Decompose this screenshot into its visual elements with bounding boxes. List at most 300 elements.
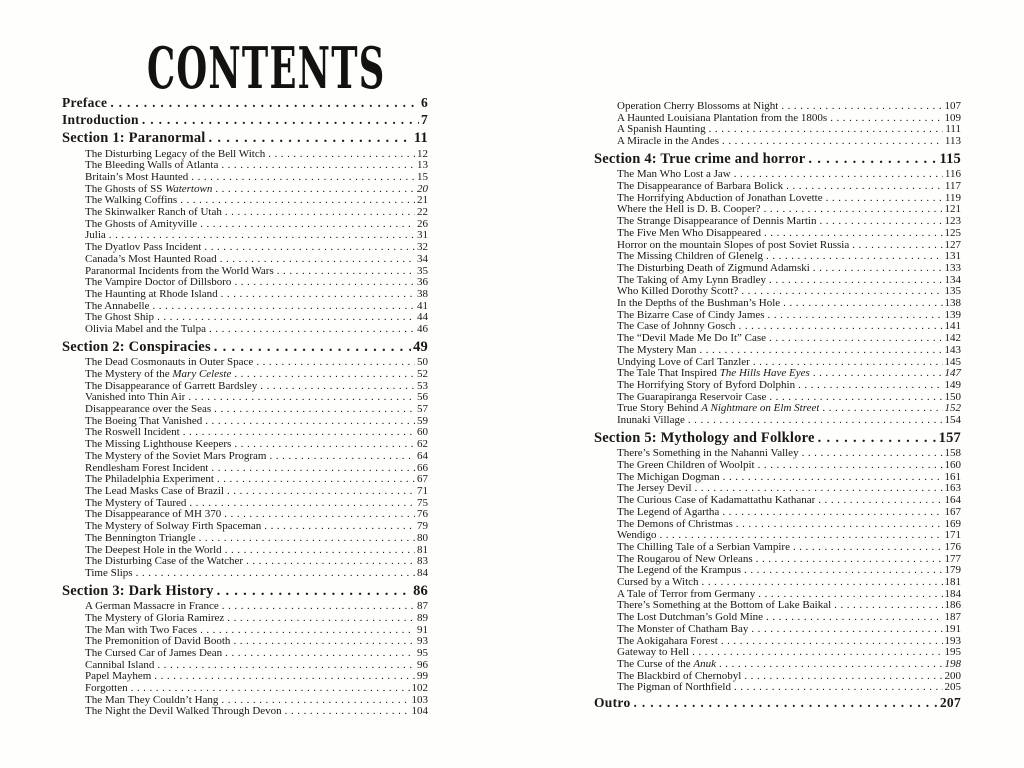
toc-entry-label: The Disappearance of Barbara Bolick xyxy=(617,181,784,193)
toc-entry-row xyxy=(62,439,428,451)
dot-leader xyxy=(260,381,415,393)
toc-entry-row xyxy=(594,380,961,392)
toc-entry-row xyxy=(594,542,961,554)
toc-entry-page-number: 36 xyxy=(417,276,428,289)
toc-entry-label: Section 3: Dark History xyxy=(62,583,214,599)
toc-entry-label: The Mystery Man xyxy=(617,344,697,356)
dot-leader xyxy=(220,254,415,266)
toc-entry-page-number: 93 xyxy=(417,635,428,648)
toc-entry-row xyxy=(62,369,428,381)
toc-entry-row xyxy=(62,636,428,648)
toc-entry-page-number: 15 xyxy=(417,170,428,183)
dot-leader xyxy=(786,181,943,193)
dot-leader xyxy=(234,369,415,381)
toc-entry-row xyxy=(62,509,428,521)
toc-entry-label: The Cursed Car of James Dean xyxy=(85,647,223,659)
toc-entry-row xyxy=(62,149,428,161)
toc-entry-row xyxy=(62,404,428,416)
toc-entry-page-number: 145 xyxy=(944,355,961,368)
toc-entry-label: The Legend of the Krampus xyxy=(617,565,742,577)
dot-leader xyxy=(659,530,942,542)
toc-entry-label: There’s Something in the Nahanni Valley xyxy=(617,448,799,460)
toc-entry-row xyxy=(594,659,961,671)
toc-entry-page-number: 31 xyxy=(417,229,428,242)
toc-entry-page-number: 186 xyxy=(944,599,961,612)
dot-leader xyxy=(221,160,415,172)
toc-entry-page-number: 49 xyxy=(413,338,428,355)
toc-entry-row xyxy=(62,277,428,289)
toc-entry-label: The Chilling Tale of a Serbian Vampire xyxy=(617,541,790,553)
dot-leader xyxy=(699,345,942,357)
toc-entry-label: The Mystery of Taured xyxy=(85,497,187,509)
dot-leader xyxy=(769,333,942,345)
toc-entry-row xyxy=(62,671,428,683)
toc-entry-page-number: 135 xyxy=(944,285,961,298)
toc-entry-label: The Boeing That Vanished xyxy=(85,415,203,427)
toc-entry-page-number: 21 xyxy=(417,194,428,207)
dot-leader xyxy=(808,152,937,168)
toc-entry-page-number: 83 xyxy=(417,555,428,568)
toc-entry-row xyxy=(594,530,961,542)
toc-entry-row xyxy=(594,228,961,240)
toc-entry-label: The Disturbing Legacy of the Bell Witch xyxy=(85,148,266,160)
dot-leader xyxy=(723,472,943,484)
toc-entry-label: The Monster of Chatham Bay xyxy=(617,623,749,635)
dot-leader xyxy=(234,439,415,451)
toc-entry-row xyxy=(594,647,961,659)
toc-entry-page-number: 147 xyxy=(944,367,961,380)
toc-entry-label: The Premonition of David Booth xyxy=(85,636,231,648)
dot-leader xyxy=(744,671,942,683)
toc-entry-label: The Aokigahara Forest xyxy=(617,635,718,647)
toc-entry-row xyxy=(594,392,961,404)
dot-leader xyxy=(234,277,415,289)
toc-entry-page-number: 46 xyxy=(417,323,428,336)
toc-entry-label: The Legend of Agartha xyxy=(617,506,720,518)
dot-leader xyxy=(154,671,415,683)
toc-entry-page-number: 205 xyxy=(944,681,961,694)
dot-leader xyxy=(852,240,942,252)
toc-entry-page-number: 176 xyxy=(944,540,961,553)
toc-entry-label: Section 5: Mythology and Folklore xyxy=(594,430,815,446)
toc-entry-row xyxy=(62,568,428,580)
toc-entry-label: The Blackbird of Chernobyl xyxy=(617,670,742,682)
toc-entry-page-number: 207 xyxy=(939,695,961,711)
toc-entry-label: The Taking of Amy Lynn Bradley xyxy=(617,274,767,286)
toc-entry-page-number: 163 xyxy=(944,482,961,495)
toc-entry-page-number: 7 xyxy=(420,112,428,127)
toc-entry-label: The Missing Lighthouse Keepers xyxy=(85,439,232,451)
toc-entry-label: The Michigan Dogman xyxy=(617,471,720,483)
toc-entry-label: The Disturbing Death of Zigmund Adamski xyxy=(617,262,810,274)
dot-leader xyxy=(834,600,942,612)
dot-leader xyxy=(221,695,409,707)
toc-entry-label: Cursed by a Witch xyxy=(617,577,699,589)
dot-leader xyxy=(830,113,942,125)
toc-entry-page-number: 109 xyxy=(944,111,961,124)
dot-leader xyxy=(793,542,943,554)
toc-entry-label: The Bleeding Walls of Atlanta xyxy=(85,160,219,172)
toc-entry-label: The Dead Cosmonauts in Outer Space xyxy=(85,357,254,369)
toc-entry-page-number: 56 xyxy=(417,391,428,404)
dot-leader xyxy=(199,533,415,545)
toc-entry-row xyxy=(594,310,961,322)
dot-leader xyxy=(214,340,411,356)
toc-entry-row xyxy=(594,275,961,287)
toc-entry-label: The Walking Coffins xyxy=(85,195,178,207)
toc-entry-label: Time Slips xyxy=(85,567,133,579)
toc-entry-label: Vanished into Thin Air xyxy=(85,392,186,404)
toc-entry-label: Olivia Mabel and the Tulpa xyxy=(85,324,206,336)
dot-leader xyxy=(246,556,415,568)
toc-entry-row xyxy=(62,545,428,557)
toc-right-column xyxy=(594,101,961,712)
toc-entry-page-number: 113 xyxy=(944,135,961,148)
toc-entry-label: The Bizarre Case of Cindy James xyxy=(617,309,765,321)
toc-entry-page-number: 133 xyxy=(944,261,961,274)
toc-entry-label: Gateway to Hell xyxy=(617,647,690,659)
dot-leader xyxy=(822,403,942,415)
toc-entry-label: The Horrifying Story of Byford Dolphin xyxy=(617,379,796,391)
dot-leader xyxy=(225,545,415,557)
dot-leader xyxy=(813,263,943,275)
dot-leader xyxy=(209,324,415,336)
toc-entry-row xyxy=(594,565,961,577)
toc-entry-row xyxy=(62,289,428,301)
toc-entry-page-number: 81 xyxy=(417,543,428,556)
toc-entry-label: The Case of Johnny Gosch xyxy=(617,321,736,333)
toc-entry-label: Paranormal Incidents from the World Wars xyxy=(85,265,274,277)
toc-entry-row xyxy=(594,577,961,589)
toc-entry-page-number: 96 xyxy=(417,658,428,671)
toc-entry-row xyxy=(594,169,961,181)
toc-entry-page-number: 141 xyxy=(944,320,961,333)
dot-leader xyxy=(739,321,943,333)
toc-entry-page-number: 191 xyxy=(944,622,961,635)
dot-leader xyxy=(256,357,415,369)
toc-entry-page-number: 111 xyxy=(945,123,961,136)
toc-entry-row xyxy=(62,301,428,313)
toc-entry-page-number: 95 xyxy=(417,646,428,659)
toc-entry-row xyxy=(594,624,961,636)
toc-entry-page-number: 171 xyxy=(944,529,961,542)
toc-entry-row xyxy=(594,181,961,193)
toc-section-row xyxy=(594,431,961,447)
toc-entry-page-number: 99 xyxy=(417,670,428,683)
toc-entry-label: The Tale That Inspired The Hills Have Eyes xyxy=(617,368,810,380)
dot-leader xyxy=(634,695,938,710)
toc-entry-label: Horror on the mountain Slopes of post Soviet Russia xyxy=(617,239,850,251)
toc-entry-row xyxy=(594,554,961,566)
toc-entry-label: The Deepest Hole in the World xyxy=(85,544,222,556)
toc-entry-row xyxy=(594,193,961,205)
toc-entry-page-number: 200 xyxy=(944,669,961,682)
dot-leader xyxy=(702,577,943,589)
toc-entry-label: The Guarapiranga Reservoir Case xyxy=(617,391,767,403)
toc-entry-row xyxy=(594,136,961,148)
toc-entry-label: A Tale of Terror from Germany xyxy=(617,588,756,600)
dot-leader xyxy=(264,521,415,533)
toc-entry-row xyxy=(62,601,428,613)
dot-leader xyxy=(217,584,411,600)
toc-entry-page-number: 103 xyxy=(411,693,428,706)
dot-leader xyxy=(818,495,942,507)
toc-entry-label: The Man They Couldn’t Hang xyxy=(85,694,219,706)
toc-entry-page-number: 179 xyxy=(944,564,961,577)
dot-leader xyxy=(813,368,943,380)
dot-leader xyxy=(722,507,942,519)
dot-leader xyxy=(692,647,942,659)
toc-entry-page-number: 198 xyxy=(944,657,961,670)
toc-section-row xyxy=(62,340,428,356)
toc-entry-label: Julia xyxy=(85,230,106,242)
toc-entry-page-number: 20 xyxy=(417,182,428,195)
dot-leader xyxy=(802,448,943,460)
toc-entry-page-number: 87 xyxy=(417,600,428,613)
toc-entry-label: The Dyatlov Pass Incident xyxy=(85,242,202,254)
toc-entry-page-number: 86 xyxy=(413,582,428,599)
dot-leader xyxy=(268,149,415,161)
dot-leader xyxy=(225,648,415,660)
toc-entry-page-number: 89 xyxy=(417,611,428,624)
toc-entry-label: Introduction xyxy=(62,112,139,127)
dot-leader xyxy=(209,131,412,147)
toc-entry-page-number: 22 xyxy=(417,206,428,219)
dot-leader xyxy=(136,568,415,580)
toc-entry-row xyxy=(594,460,961,472)
toc-entry-page-number: 177 xyxy=(944,552,961,565)
toc-entry-row xyxy=(62,357,428,369)
toc-entry-row xyxy=(594,612,961,624)
toc-entry-label: A German Massacre in France xyxy=(85,601,219,613)
dot-leader xyxy=(225,207,415,219)
toc-entry-row xyxy=(62,381,428,393)
page-title: CONTENTS xyxy=(147,35,386,102)
toc-entry-row xyxy=(62,451,428,463)
toc-entry-row xyxy=(594,286,961,298)
toc-entry-row xyxy=(594,415,961,427)
toc-entry-page-number: 160 xyxy=(944,458,961,471)
toc-entry-row xyxy=(594,519,961,531)
dot-leader xyxy=(109,230,415,242)
toc-entry-row xyxy=(594,483,961,495)
toc-entry-label: The Annabelle xyxy=(85,300,150,312)
toc-entry-label: Preface xyxy=(62,95,108,110)
toc-entry-row xyxy=(62,184,428,196)
toc-entry-row xyxy=(594,124,961,136)
toc-entry-page-number: 107 xyxy=(944,100,961,112)
dot-leader xyxy=(783,298,942,310)
toc-entry-label: Who Killed Dorothy Scott? xyxy=(617,286,739,298)
toc-entry-label: In the Depths of the Bushman’s Hole xyxy=(617,298,781,310)
toc-entry-row xyxy=(594,333,961,345)
toc-entry-page-number: 76 xyxy=(417,508,428,521)
dot-leader xyxy=(157,312,415,324)
toc-entry-page-number: 169 xyxy=(944,517,961,530)
toc-entry-row xyxy=(594,495,961,507)
toc-entry-page-number: 53 xyxy=(417,379,428,392)
toc-entry-label: True Story Behind A Nightmare on Elm Street xyxy=(617,403,820,415)
toc-entry-page-number: 67 xyxy=(417,473,428,486)
toc-entry-label: Section 4: True crime and horror xyxy=(594,151,806,167)
dot-leader xyxy=(741,286,942,298)
toc-entry-row xyxy=(62,160,428,172)
toc-entry-page-number: 123 xyxy=(944,215,961,228)
toc-entry-page-number: 187 xyxy=(944,611,961,624)
toc-entry-label: The Demons of Christmas xyxy=(617,518,733,530)
toc-entry-row xyxy=(594,101,961,113)
toc-entry-label: The Haunting at Rhode Island xyxy=(85,288,218,300)
dot-leader xyxy=(769,392,942,404)
toc-entry-row xyxy=(62,312,428,324)
toc-entry-page-number: 167 xyxy=(944,505,961,518)
dot-leader xyxy=(221,289,415,301)
toc-entry-label: The Disappearance of MH 370 xyxy=(85,509,222,521)
dot-leader xyxy=(200,219,415,231)
toc-entry-page-number: 91 xyxy=(417,623,428,636)
toc-entry-label: Cannibal Island xyxy=(85,659,155,671)
toc-entry-page-number: 64 xyxy=(417,449,428,462)
toc-entry-page-number: 71 xyxy=(417,484,428,497)
toc-entry-label: Section 2: Conspiracies xyxy=(62,339,211,355)
toc-entry-page-number: 34 xyxy=(417,252,428,265)
dot-leader xyxy=(189,498,415,510)
toc-entry-row xyxy=(594,368,961,380)
toc-entry-page-number: 142 xyxy=(944,332,961,345)
toc-entry-row xyxy=(62,521,428,533)
dot-leader xyxy=(191,172,415,184)
toc-entry-page-number: 59 xyxy=(417,414,428,427)
toc-entry-row xyxy=(62,392,428,404)
toc-entry-label: Forgotten xyxy=(85,683,128,695)
toc-entry-label: Where the Hell is D. B. Cooper? xyxy=(617,204,761,216)
toc-entry-label: The Man with Two Faces xyxy=(85,624,198,636)
toc-entry-page-number: 50 xyxy=(417,356,428,369)
toc-entry-label: The Ghosts of SS Watertown xyxy=(85,183,213,195)
toc-entry-page-number: 139 xyxy=(944,308,961,321)
dot-leader xyxy=(758,589,942,601)
toc-entry-label: The Green Children of Woolpit xyxy=(617,459,755,471)
toc-entry-label: The Horrifying Abduction of Jonathan Lovette xyxy=(617,192,823,204)
toc-entry-label: The Missing Children of Glenelg xyxy=(617,251,764,263)
toc-entry-row xyxy=(62,474,428,486)
toc-entry-row xyxy=(62,683,428,695)
toc-entry-row xyxy=(594,636,961,648)
dot-leader xyxy=(157,660,415,672)
toc-entry-row xyxy=(594,357,961,369)
toc-entry-page-number: 62 xyxy=(417,438,428,451)
toc-section-row xyxy=(62,584,428,600)
toc-entry-label: Section 1: Paranormal xyxy=(62,131,206,146)
toc-entry-page-number: 161 xyxy=(944,470,961,483)
toc-entry-page-number: 193 xyxy=(944,634,961,647)
dot-leader xyxy=(217,474,415,486)
dot-leader xyxy=(285,706,410,718)
toc-entry-label: Inunaki Village xyxy=(617,415,685,427)
toc-entry-row xyxy=(594,600,961,612)
dot-leader xyxy=(200,625,415,637)
toc-entry-page-number: 102 xyxy=(411,682,428,695)
toc-entry-page-number: 116 xyxy=(944,168,961,181)
dot-leader xyxy=(183,427,415,439)
toc-entry-label: The Skinwalker Ranch of Utah xyxy=(85,207,222,219)
toc-entry-page-number: 41 xyxy=(417,299,428,312)
toc-entry-label: Britain’s Most Haunted xyxy=(85,171,189,183)
toc-entry-row xyxy=(62,172,428,184)
dot-leader xyxy=(756,554,943,566)
toc-entry-page-number: 6 xyxy=(420,95,428,110)
toc-entry-row xyxy=(62,556,428,568)
dot-leader xyxy=(764,204,943,216)
toc-section-row xyxy=(62,131,428,147)
toc-entry-page-number: 52 xyxy=(417,367,428,380)
toc-section-row xyxy=(594,152,961,168)
toc-entry-label: The Ghost Ship xyxy=(85,312,155,324)
toc-entry-label: Canada’s Most Haunted Road xyxy=(85,253,217,265)
dot-leader xyxy=(751,624,942,636)
toc-entry-page-number: 131 xyxy=(944,250,961,263)
toc-entry-row xyxy=(62,416,428,428)
toc-entry-row xyxy=(62,695,428,707)
toc-entry-label: There’s Something at the Bottom of Lake Baikal xyxy=(617,600,832,612)
toc-entry-row xyxy=(594,113,961,125)
toc-entry-label: The Mystery of Solway Firth Spaceman xyxy=(85,521,262,533)
toc-entry-label: The Mystery of the Soviet Mars Program xyxy=(85,450,267,462)
dot-leader xyxy=(744,565,942,577)
toc-entry-label: The Lost Dutchman’s Gold Mine xyxy=(617,612,764,624)
toc-entry-page-number: 119 xyxy=(944,191,961,204)
dot-leader xyxy=(818,431,937,447)
dot-leader xyxy=(819,216,942,228)
toc-entry-row xyxy=(62,706,428,718)
dot-leader xyxy=(205,416,415,428)
toc-entry-label: The Lead Masks Case of Brazil xyxy=(85,485,224,497)
toc-entry-row xyxy=(62,660,428,672)
toc-entry-label: The Bennington Triangle xyxy=(85,532,196,544)
toc-entry-label: The Curse of the Anuk xyxy=(617,658,716,670)
toc-entry-label: The Ghosts of Amityville xyxy=(85,218,198,230)
toc-entry-page-number: 158 xyxy=(944,447,961,460)
dot-leader xyxy=(766,612,942,624)
dot-leader xyxy=(233,636,415,648)
toc-entry-page-number: 79 xyxy=(417,520,428,533)
dot-leader xyxy=(227,613,415,625)
toc-entry-page-number: 184 xyxy=(944,587,961,600)
toc-entry-label: A Spanish Haunting xyxy=(617,124,706,136)
toc-entry-page-number: 143 xyxy=(944,343,961,356)
toc-entry-label: The Strange Disappearance of Dennis Martin xyxy=(617,216,817,228)
dot-leader xyxy=(768,310,943,322)
toc-entry-label: A Haunted Louisiana Plantation from the 1800s xyxy=(617,112,828,124)
dot-leader xyxy=(764,228,943,240)
toc-entry-label: The Philadelphia Experiment xyxy=(85,474,214,486)
toc-entry-row xyxy=(62,625,428,637)
toc-entry-row xyxy=(62,219,428,231)
dot-leader xyxy=(214,404,415,416)
toc-entry-page-number: 157 xyxy=(938,429,961,446)
dot-leader xyxy=(722,136,943,148)
toc-entry-label: The Mystery of Gloria Ramirez xyxy=(85,612,225,624)
toc-entry-row xyxy=(62,324,428,336)
toc-entry-page-number: 12 xyxy=(417,147,428,160)
dot-leader xyxy=(227,486,415,498)
toc-entry-page-number: 138 xyxy=(944,297,961,310)
dot-leader xyxy=(719,659,943,671)
toc-entry-label: The Mystery of the Mary Celeste xyxy=(85,368,232,380)
toc-top-row xyxy=(62,95,428,110)
toc-entry-row xyxy=(594,472,961,484)
dot-leader xyxy=(721,636,943,648)
